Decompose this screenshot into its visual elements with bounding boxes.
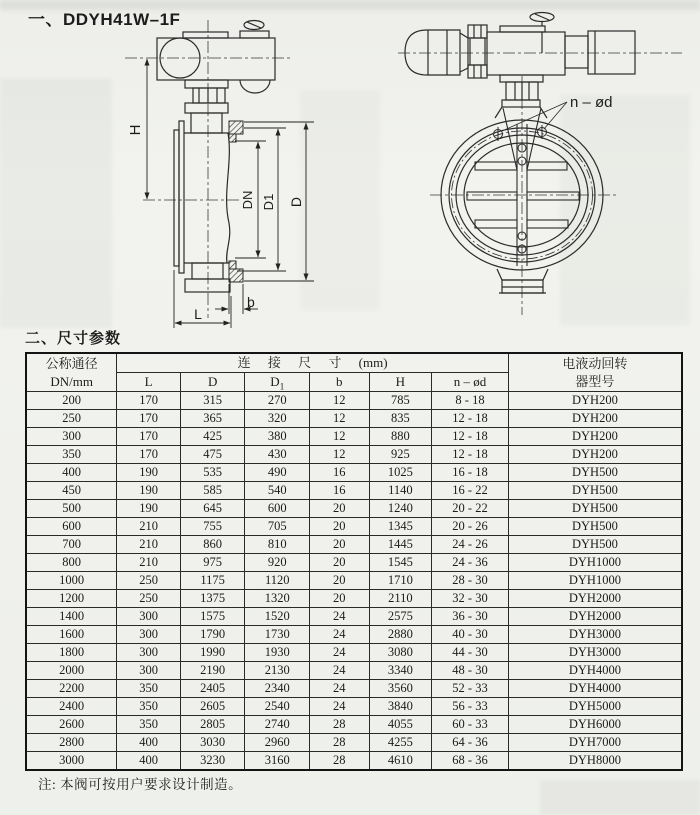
table-cell: 40 - 30: [432, 626, 509, 644]
table-cell: DYH500: [508, 482, 682, 500]
table-cell: 705: [245, 518, 310, 536]
table-cell: DYH200: [508, 446, 682, 464]
table-cell: 170: [117, 428, 181, 446]
table-cell: 300: [117, 626, 181, 644]
table-cell: 24: [310, 644, 370, 662]
table-row: [26, 464, 682, 482]
table-row: [26, 734, 682, 752]
table-cell: 490: [245, 464, 310, 482]
table-cell: 835: [369, 410, 432, 428]
table-cell: 975: [180, 554, 245, 572]
table-cell: 450: [26, 482, 117, 500]
table-cell: 8 - 18: [432, 392, 509, 410]
table-cell: 250: [117, 572, 181, 590]
table-cell: 2405: [180, 680, 245, 698]
table-cell: 1140: [369, 482, 432, 500]
table-cell: 810: [245, 536, 310, 554]
table-cell: DYH5000: [508, 698, 682, 716]
centerlines: [125, 20, 291, 318]
valve-side-view-drawing: [95, 18, 350, 333]
table-cell: 920: [245, 554, 310, 572]
table-cell: DYH3000: [508, 644, 682, 662]
table-cell: 36 - 30: [432, 608, 509, 626]
table-cell: 3000: [26, 752, 117, 771]
dimension-table: [25, 352, 683, 771]
page-title: 一、DDYH41W–1F: [28, 10, 181, 29]
actuator-outline: [157, 21, 275, 94]
table-cell: 20: [310, 590, 370, 608]
table-cell: 16: [310, 464, 370, 482]
table-cell: 24: [310, 698, 370, 716]
table-cell: DYH200: [508, 428, 682, 446]
dim-label-D: D: [288, 196, 304, 208]
table-cell: 170: [117, 446, 181, 464]
table-cell: 1800: [26, 644, 117, 662]
table-cell: 2110: [369, 590, 432, 608]
table-cell: 20: [310, 536, 370, 554]
table-cell: DYH200: [508, 392, 682, 410]
table-cell: 785: [369, 392, 432, 410]
table-cell: 1175: [180, 572, 245, 590]
table-cell: 2605: [180, 698, 245, 716]
table-cell: 210: [117, 536, 181, 554]
section-title-dimensions: 二、尺寸参数: [25, 330, 122, 347]
col-header-L: L: [117, 373, 181, 392]
table-cell: 24 - 26: [432, 536, 509, 554]
neck-outline: [495, 75, 547, 118]
table-cell: 2340: [245, 680, 310, 698]
table-cell: 190: [117, 500, 181, 518]
table-cell: 12: [310, 392, 370, 410]
actuator-outline: [405, 13, 635, 79]
table-cell: 425: [180, 428, 245, 446]
table-cell: 1025: [369, 464, 432, 482]
table-cell: 1200: [26, 590, 117, 608]
table-cell: 2190: [180, 662, 245, 680]
col-header-nominal-diameter: 公称通径 DN/mm: [26, 353, 117, 392]
table-row: [26, 428, 682, 446]
dim-label-H: H: [127, 124, 144, 136]
table-row: [26, 392, 682, 410]
table-row: [26, 536, 682, 554]
table-cell: 12 - 18: [432, 428, 509, 446]
table-cell: 24: [310, 626, 370, 644]
table-cell: 535: [180, 464, 245, 482]
table-cell: 1710: [369, 572, 432, 590]
table-row: [26, 572, 682, 590]
table-row: [26, 608, 682, 626]
col-header-H: H: [369, 373, 432, 392]
table-cell: DYH4000: [508, 662, 682, 680]
table-cell: 170: [117, 410, 181, 428]
table-row: [26, 716, 682, 734]
table-cell: 1445: [369, 536, 432, 554]
table-row: [26, 752, 682, 771]
table-cell: 20: [310, 518, 370, 536]
table-cell: 1000: [26, 572, 117, 590]
table-cell: 2400: [26, 698, 117, 716]
table-cell: 2740: [245, 716, 310, 734]
table-cell: 860: [180, 536, 245, 554]
table-cell: 60 - 33: [432, 716, 509, 734]
table-cell: 12: [310, 428, 370, 446]
table-cell: DYH7000: [508, 734, 682, 752]
table-cell: 16 - 22: [432, 482, 509, 500]
table-cell: 300: [117, 644, 181, 662]
valve-front-view-drawing: [385, 8, 690, 338]
table-cell: 1320: [245, 590, 310, 608]
table-cell: 800: [26, 554, 117, 572]
table-cell: 20 - 22: [432, 500, 509, 518]
table-cell: 210: [117, 554, 181, 572]
table-cell: 3030: [180, 734, 245, 752]
table-row: [26, 446, 682, 464]
table-cell: 315: [180, 392, 245, 410]
table-cell: 210: [117, 518, 181, 536]
table-cell: 380: [245, 428, 310, 446]
table-cell: 430: [245, 446, 310, 464]
table-cell: 350: [117, 698, 181, 716]
table-cell: 12: [310, 410, 370, 428]
table-cell: 1990: [180, 644, 245, 662]
table-cell: 2575: [369, 608, 432, 626]
dim-label-L: L: [194, 306, 202, 322]
table-cell: 1400: [26, 608, 117, 626]
table-cell: 320: [245, 410, 310, 428]
table-cell: 28: [310, 734, 370, 752]
table-cell: 12: [310, 446, 370, 464]
col-header-actuator-model: 电液动回转 器型号: [508, 353, 682, 392]
table-cell: 350: [117, 716, 181, 734]
table-cell: 600: [26, 518, 117, 536]
table-cell: 1600: [26, 626, 117, 644]
table-cell: 20: [310, 554, 370, 572]
centerlines: [398, 53, 682, 315]
table-cell: 24: [310, 608, 370, 626]
table-cell: DYH2000: [508, 590, 682, 608]
table-cell: 2800: [26, 734, 117, 752]
dim-label-b: b: [247, 294, 255, 310]
table-cell: 190: [117, 464, 181, 482]
valve-body-outline: [174, 121, 230, 292]
table-cell: 925: [369, 446, 432, 464]
table-cell: 2200: [26, 680, 117, 698]
table-cell: 52 - 33: [432, 680, 509, 698]
table-cell: 1790: [180, 626, 245, 644]
table-cell: 755: [180, 518, 245, 536]
table-cell: 24 - 36: [432, 554, 509, 572]
table-cell: 1545: [369, 554, 432, 572]
table-row: [26, 482, 682, 500]
table-cell: DYH6000: [508, 716, 682, 734]
col-header-b: b: [310, 373, 370, 392]
table-cell: 12 - 18: [432, 410, 509, 428]
table-cell: 1930: [245, 644, 310, 662]
col-header-D: D: [180, 373, 245, 392]
table-cell: 28 - 30: [432, 572, 509, 590]
table-cell: 1120: [245, 572, 310, 590]
col-group-header-connection-dims: 连 接 尺 寸 (mm): [117, 353, 509, 373]
table-cell: 400: [117, 734, 181, 752]
table-cell: 250: [117, 590, 181, 608]
table-cell: 16: [310, 482, 370, 500]
table-cell: DYH200: [508, 410, 682, 428]
footnote: 注: 本阀可按用户要求设计制造。: [38, 777, 243, 792]
table-row: [26, 410, 682, 428]
table-cell: 475: [180, 446, 245, 464]
table-cell: 645: [180, 500, 245, 518]
table-row: [26, 518, 682, 536]
table-cell: 64 - 36: [432, 734, 509, 752]
table-cell: DYH3000: [508, 626, 682, 644]
table-cell: 20: [310, 500, 370, 518]
table-cell: 250: [26, 410, 117, 428]
valve-stem-outline: [185, 80, 228, 133]
table-cell: 20: [310, 572, 370, 590]
table-cell: DYH500: [508, 464, 682, 482]
table-row: [26, 554, 682, 572]
table-row: [26, 662, 682, 680]
table-cell: 2960: [245, 734, 310, 752]
table-cell: 44 - 30: [432, 644, 509, 662]
table-cell: 3340: [369, 662, 432, 680]
table-row: [26, 626, 682, 644]
table-cell: DYH1000: [508, 572, 682, 590]
table-cell: 200: [26, 392, 117, 410]
table-cell: 12 - 18: [432, 446, 509, 464]
table-row: [26, 680, 682, 698]
table-cell: 365: [180, 410, 245, 428]
table-cell: 1240: [369, 500, 432, 518]
table-cell: 32 - 30: [432, 590, 509, 608]
table-cell: 300: [117, 608, 181, 626]
table-row: [26, 698, 682, 716]
table-cell: 24: [310, 662, 370, 680]
table-cell: DYH500: [508, 500, 682, 518]
table-cell: 28: [310, 716, 370, 734]
table-header-row-1: [26, 353, 682, 373]
table-cell: 700: [26, 536, 117, 554]
table-cell: 56 - 33: [432, 698, 509, 716]
table-cell: 2540: [245, 698, 310, 716]
table-cell: 4255: [369, 734, 432, 752]
table-row: [26, 644, 682, 662]
table-cell: 300: [26, 428, 117, 446]
table-cell: 270: [245, 392, 310, 410]
table-cell: 1520: [245, 608, 310, 626]
table-cell: 600: [245, 500, 310, 518]
table-cell: 300: [117, 662, 181, 680]
table-cell: 1575: [180, 608, 245, 626]
dim-label-D1: D1: [261, 193, 276, 211]
col-header-n-od: n – ød: [432, 373, 509, 392]
table-cell: 2880: [369, 626, 432, 644]
table-cell: 2805: [180, 716, 245, 734]
table-cell: 170: [117, 392, 181, 410]
table-cell: 4055: [369, 716, 432, 734]
table-cell: 1730: [245, 626, 310, 644]
table-cell: 24: [310, 680, 370, 698]
table-cell: 3080: [369, 644, 432, 662]
table-cell: 4610: [369, 752, 432, 771]
table-cell: 28: [310, 752, 370, 771]
table-cell: 500: [26, 500, 117, 518]
table-cell: 20 - 26: [432, 518, 509, 536]
table-cell: 585: [180, 482, 245, 500]
table-cell: 3560: [369, 680, 432, 698]
dim-label-DN: DN: [240, 190, 255, 210]
table-cell: 880: [369, 428, 432, 446]
table-cell: 540: [245, 482, 310, 500]
table-cell: 16 - 18: [432, 464, 509, 482]
table-cell: DYH2000: [508, 608, 682, 626]
valve-foot: [497, 269, 548, 293]
table-row: [26, 500, 682, 518]
table-cell: 350: [26, 446, 117, 464]
table-body: [26, 392, 682, 771]
dim-label-n-od: n – ød: [570, 94, 613, 111]
table-cell: DYH8000: [508, 752, 682, 771]
table-cell: 400: [26, 464, 117, 482]
table-cell: 190: [117, 482, 181, 500]
table-cell: 1345: [369, 518, 432, 536]
table-cell: 3230: [180, 752, 245, 771]
table-cell: 3160: [245, 752, 310, 771]
table-cell: DYH500: [508, 536, 682, 554]
table-cell: 350: [117, 680, 181, 698]
table-cell: 3840: [369, 698, 432, 716]
table-cell: 1375: [180, 590, 245, 608]
table-cell: DYH4000: [508, 680, 682, 698]
table-row: [26, 590, 682, 608]
table-cell: DYH1000: [508, 554, 682, 572]
table-cell: 2130: [245, 662, 310, 680]
col-header-D1: $D_1$: [245, 373, 310, 392]
table-cell: 400: [117, 752, 181, 771]
table-cell: 2600: [26, 716, 117, 734]
table-cell: DYH500: [508, 518, 682, 536]
table-cell: 2000: [26, 662, 117, 680]
table-cell: 48 - 30: [432, 662, 509, 680]
scan-bleedthrough: [540, 780, 700, 815]
table-cell: 68 - 36: [432, 752, 509, 771]
